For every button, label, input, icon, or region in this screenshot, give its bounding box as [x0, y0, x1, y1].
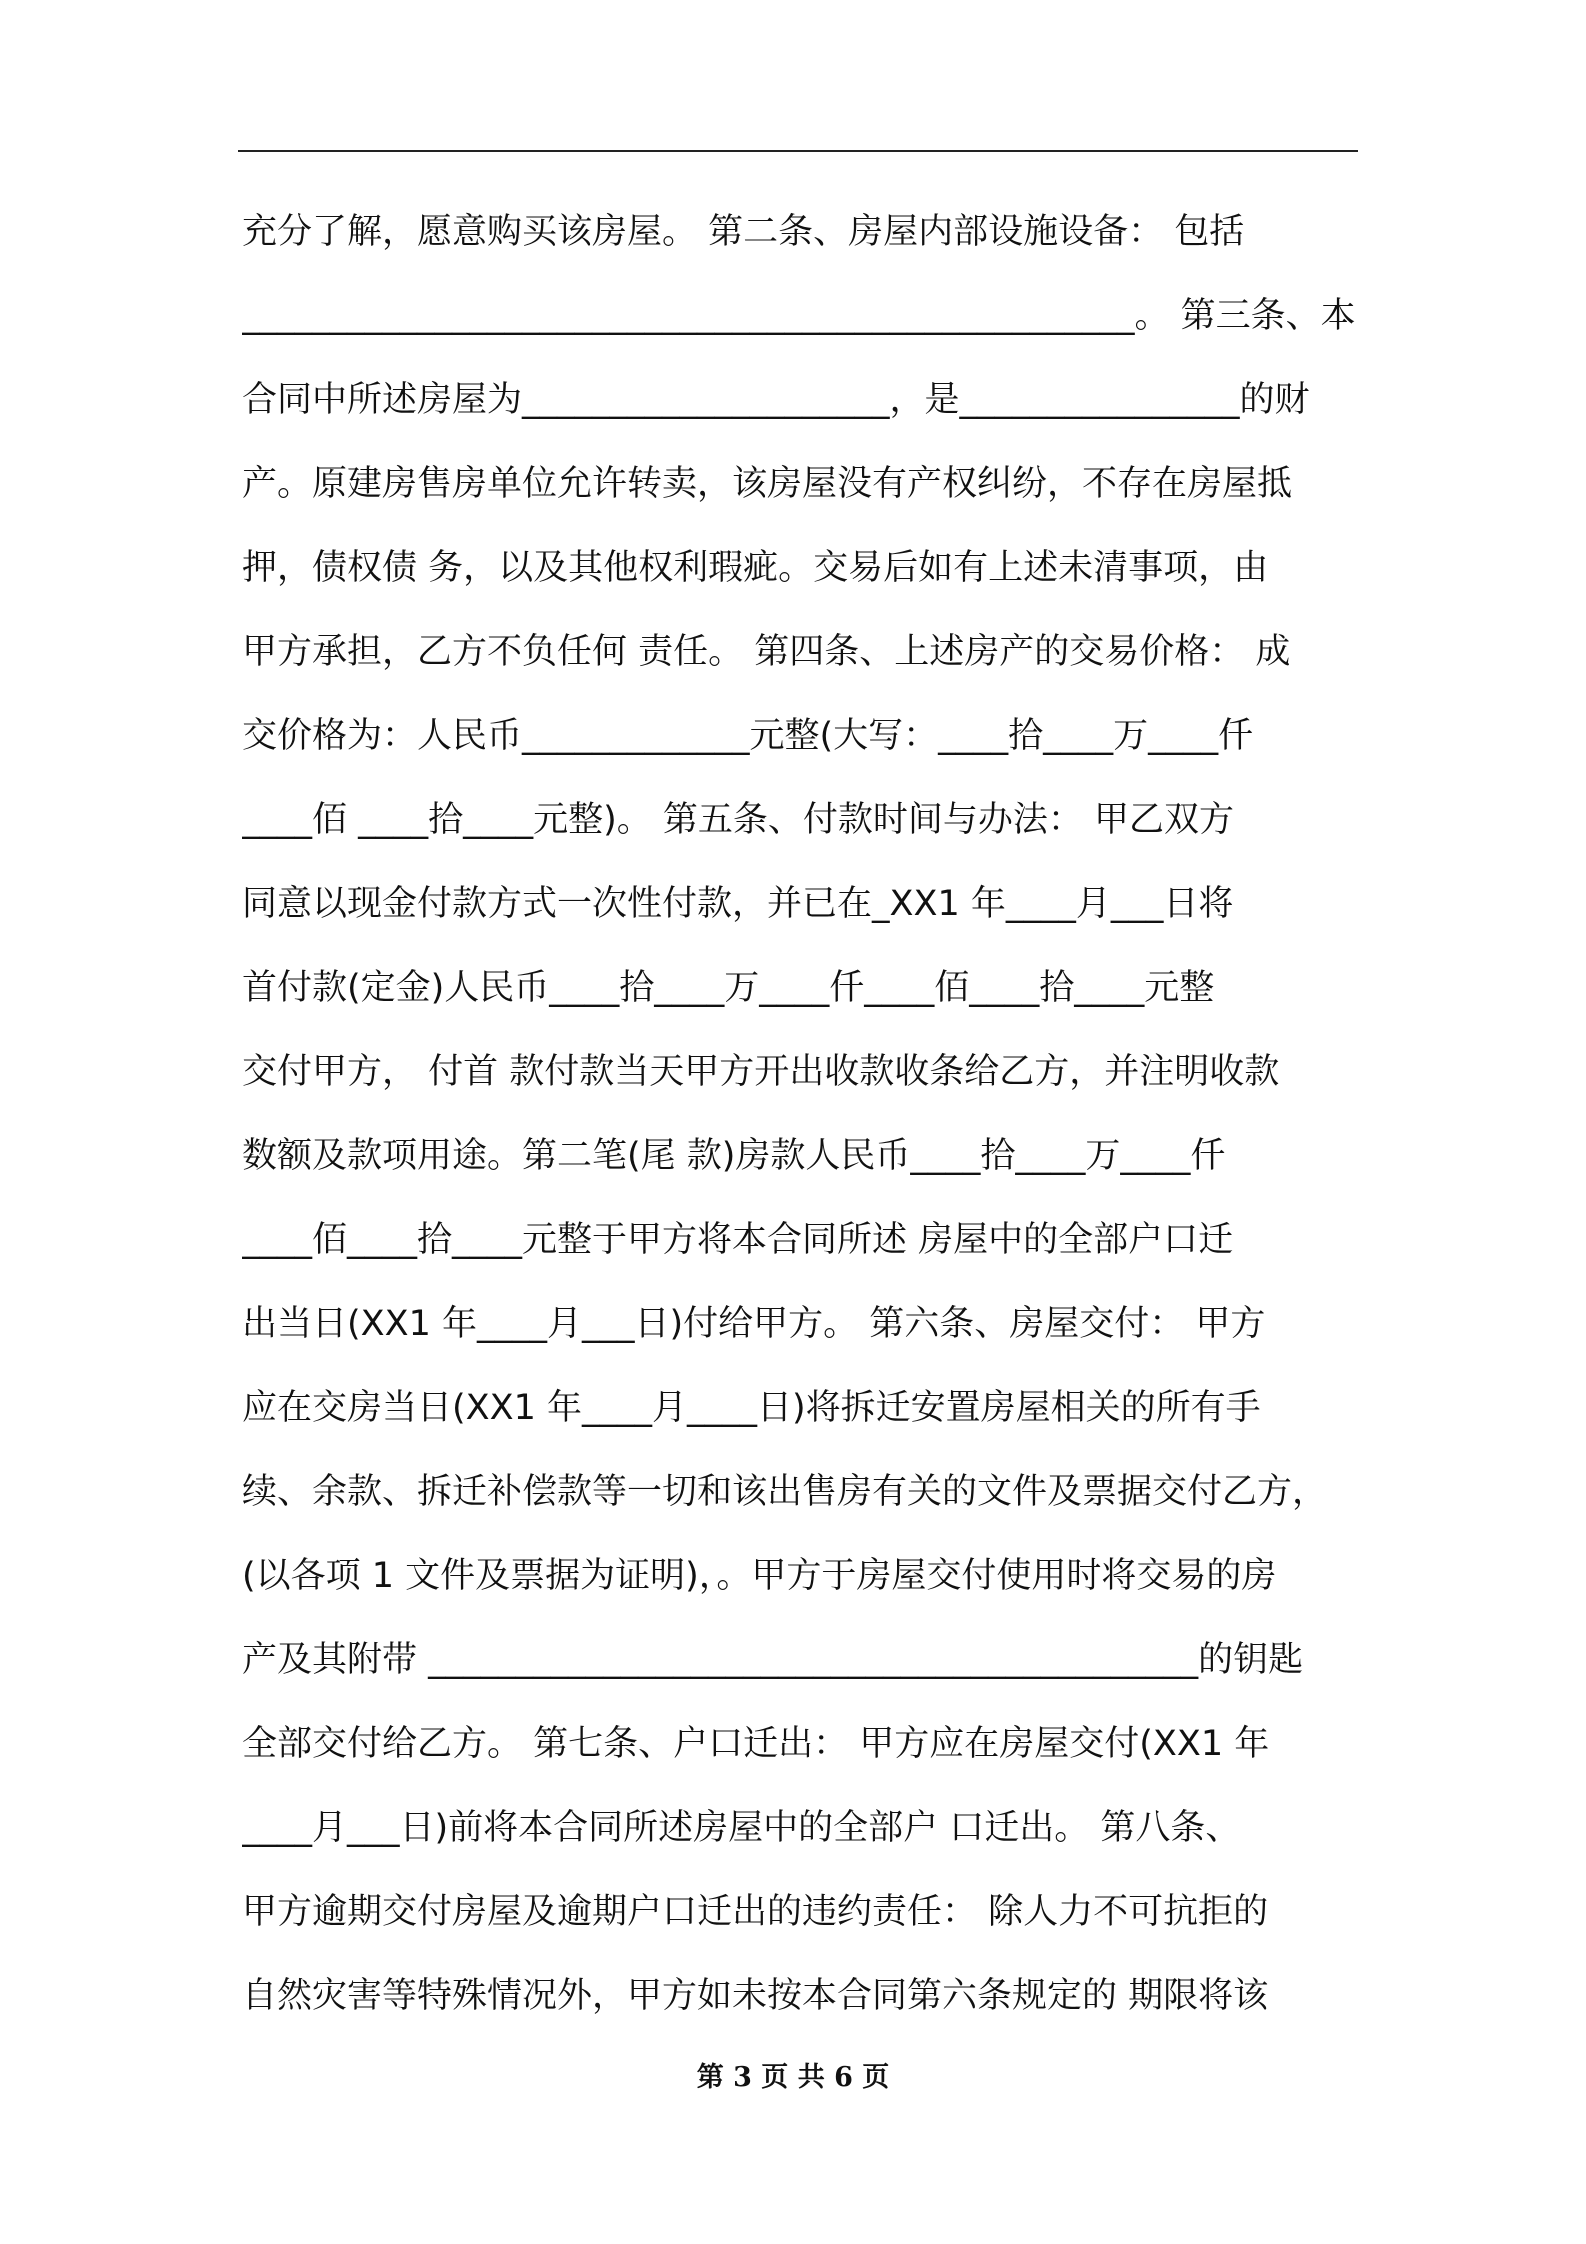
- text-line: 首付款(定金)人民币____拾____万____仟____佰____拾____元整: [242, 968, 1215, 1008]
- text-line: 出当日(XX1 年____月___日)付给甲方。 第六条、房屋交付： 甲方: [242, 1304, 1266, 1344]
- text-line: ____佰 ____拾____元整)。 第五条、付款时间与办法： 甲乙双方: [242, 800, 1235, 840]
- page-number-footer: 第 3 页 共 6 页: [696, 2062, 890, 2093]
- text-line: ____佰____拾____元整于甲方将本合同所述 房屋中的全部户口迁: [242, 1220, 1234, 1260]
- text-line: 同意以现金付款方式一次性付款，并已在_XX1 年____月___日将: [242, 884, 1234, 924]
- text-line: 充分了解，愿意购买该房屋。 第二条、房屋内部设施设备： 包括: [242, 212, 1245, 252]
- text-line: 自然灾害等特殊情况外，甲方如未按本合同第六条规定的 期限将该: [242, 1976, 1269, 2016]
- text-line: 应在交房当日(XX1 年____月____日)将拆迁安置房屋相关的所有手: [242, 1388, 1261, 1428]
- text-line: (以各项 1 文件及票据为证明)，。甲方于房屋交付使用时将交易的房: [242, 1556, 1277, 1596]
- text-line: 续、余款、拆迁补偿款等一切和该出售房有关的文件及票据交付乙方，: [242, 1472, 1328, 1512]
- text-line: 数额及款项用途。第二笔(尾 款)房款人民币____拾____万____仟: [242, 1136, 1226, 1176]
- contract-body-text: [242, 190, 1362, 2038]
- text-line: 押，债权债 务，以及其他权利瑕疵。交易后如有上述未清事项，由: [242, 548, 1269, 588]
- header-divider: [238, 150, 1358, 152]
- text-line: 产。原建房售房单位允许转卖，该房屋没有产权纠纷，不存在房屋抵: [242, 464, 1293, 504]
- text-line: 产及其附带 ____________________________________________的钥匙: [242, 1640, 1304, 1680]
- text-line: 全部交付给乙方。 第七条、户口迁出： 甲方应在房屋交付(XX1 年: [242, 1724, 1270, 1764]
- text-line: 交付甲方， 付首 款付款当天甲方开出收款收条给乙方，并注明收款: [242, 1052, 1280, 1092]
- text-line: 交价格为：人民币_____________元整(大写：____拾____万____仟: [242, 716, 1254, 756]
- text-line: ____月___日)前将本合同所述房屋中的全部户 口迁出。 第八条、: [242, 1808, 1241, 1848]
- text-line: 甲方逾期交付房屋及逾期户口迁出的违约责任： 除人力不可抗拒的: [242, 1892, 1269, 1932]
- text-line: ___________________________________________________。 第三条、本: [242, 296, 1356, 336]
- text-line: 甲方承担，乙方不负任何 责任。 第四条、上述房产的交易价格： 成: [242, 632, 1291, 672]
- text-line: 合同中所述房屋为_____________________，是________________的财: [242, 380, 1310, 420]
